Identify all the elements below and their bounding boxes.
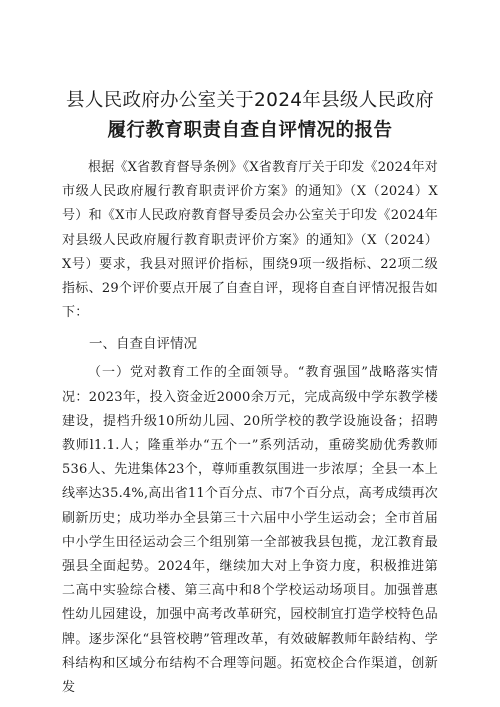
title-line-2: 履行教育职责自查自评情况的报告 <box>107 120 393 141</box>
document-title <box>62 88 438 145</box>
section-1-paragraph: （一）党对教育工作的全面领导。“教育强国”战略落实情况：2023年，投入资金近2000余万元，完成高级中学东教学楼建设，提档升级10所幼儿园、20所学校的教学设施设备；招聘教师l1.1.人；隆重举办“五个一”系列活动，重磅奖励优秀教师536人、先进集体23个，尊师重教氛围进一步浓厚；全县一本上线率达35.4%,高出省11个百分点、市7个百分点，高考成绩再次刷新历史；成功举办全县第三十六届中小学生运动会；全市首届中小学生田径运动会三个组别第一全部被我县包揽，龙江教育最强县全面起势。2024年，继续加大对上争资力度，积极推进第二高中实验综合楼、第三高中和8个学校运动场项目。加强普惠性幼儿园建设，加强中高考改革研究，园校制宜打造学校特色品牌。逐步深化“县管校聘”管理改革，有效破解教师年龄结构、学科结构和区域分布结构不合理等问题。拓宽校企合作渠道，创新发 <box>62 365 438 696</box>
title-line-1: 县人民政府办公室关于2024年县级人民政府 <box>66 90 434 111</box>
section-heading-1: 一、自查自评情况 <box>89 336 197 353</box>
intro-paragraph: 根据《X省教育督导条例》《X省教育厅关于印发《2024年对市级人民政府履行教育职责评价方案》的通知》（X（2024）X号）和《X市人民政府教育督导委员会办公室关于印发《2024年对县级人民政府履行教育职责评价方案》的通知》（X（2024）X号）要求，我县对照评价指标，围绕9项一级指标、22项二级指标、29个评价要点开展了自查自评，现将自查自评情况报告如下： <box>62 160 438 321</box>
